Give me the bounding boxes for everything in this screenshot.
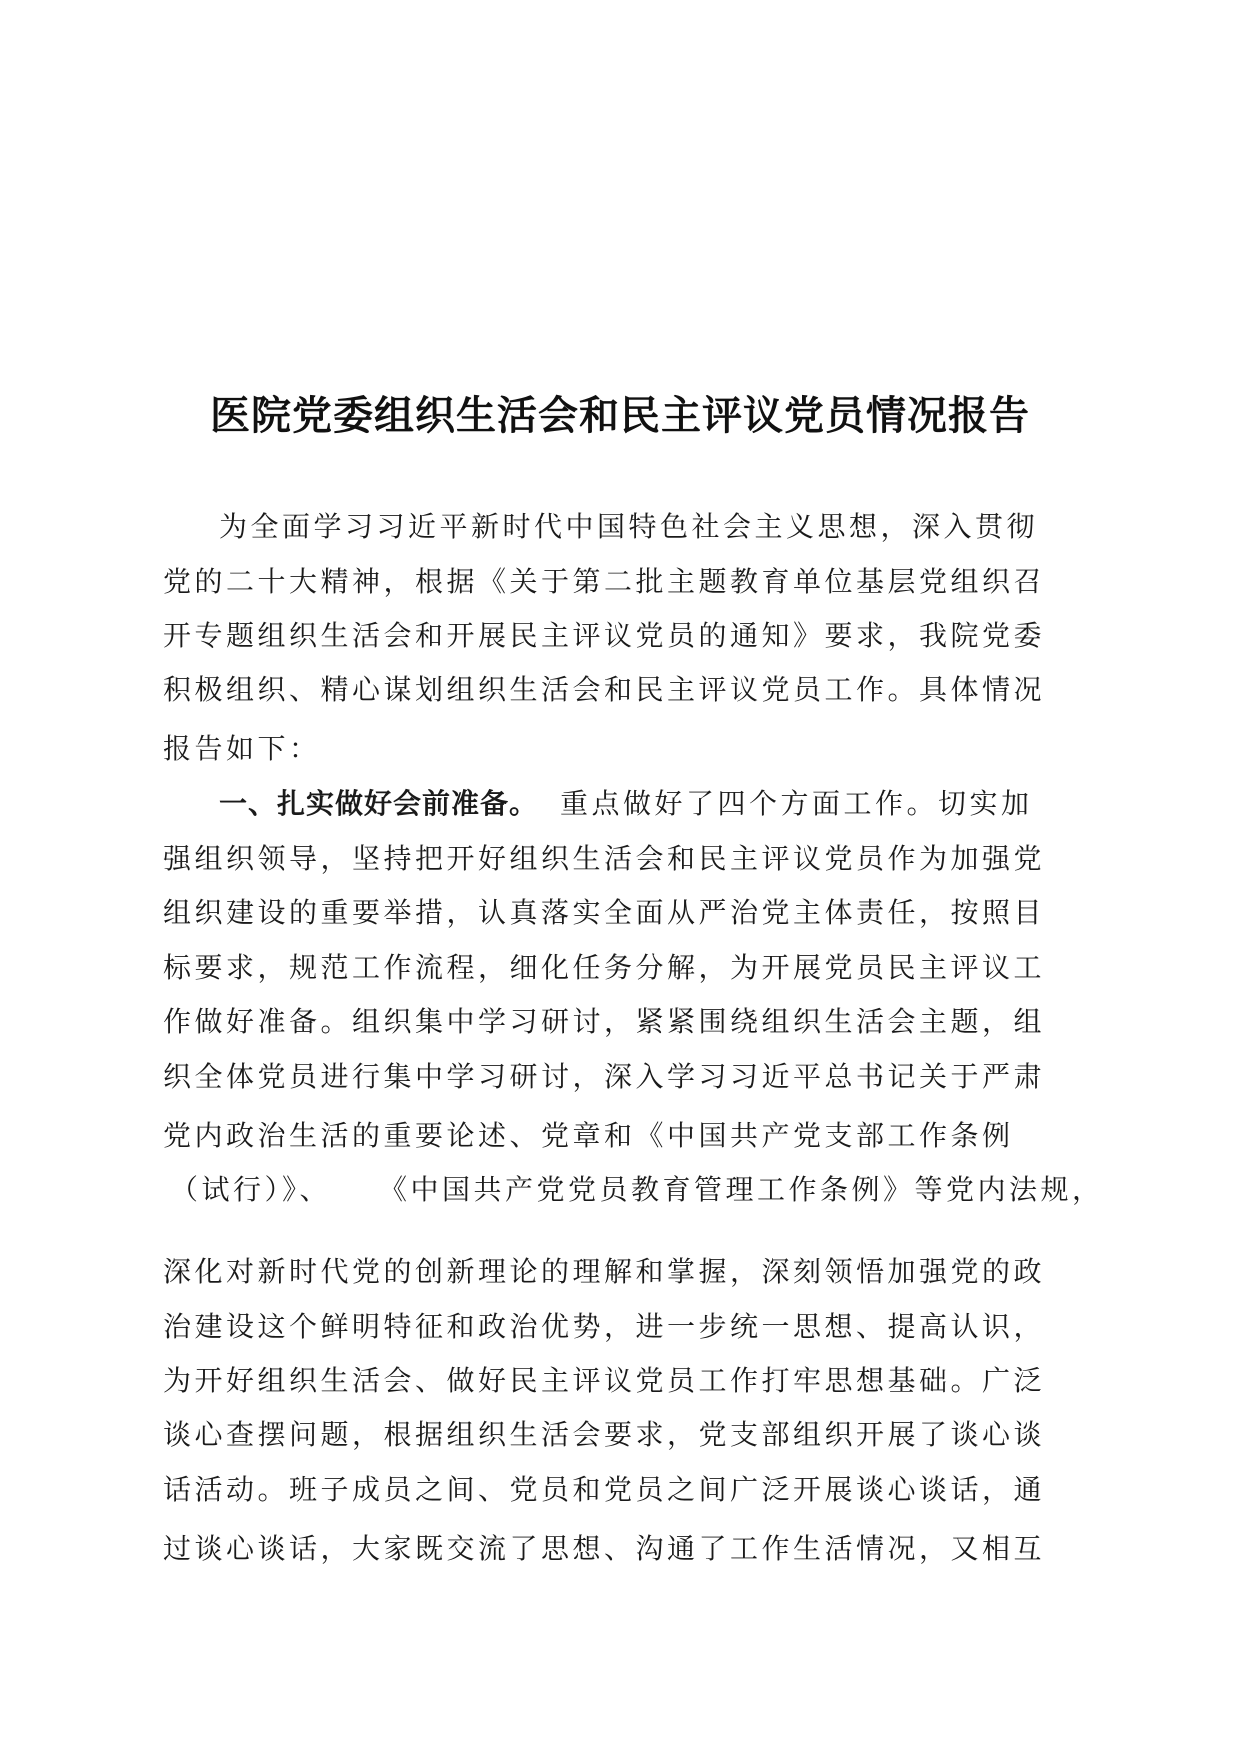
paragraph-line: 党内政治生活的重要论述、党章和《中国共产党支部工作条例 xyxy=(163,1119,1014,1152)
paragraph-line: 过谈心谈话，大家既交流了思想、沟通了工作生活情况，又相互 xyxy=(163,1532,1046,1565)
paragraph-line: 治建设这个鲜明特征和政治优势，进一步统一思想、提高认识， xyxy=(163,1310,1046,1343)
paragraph-line: 为开好组织生活会、做好民主评议党员工作打牢思想基础。广泛 xyxy=(163,1364,1046,1397)
paragraph-text: （试行）》、 xyxy=(170,1173,332,1206)
paragraph-line: 作做好准备。组织集中学习研讨，紧紧围绕组织生活会主题，组 xyxy=(163,1005,1046,1038)
paragraph-text: 重点做好了四个方面工作。切实加 xyxy=(560,787,1033,820)
paragraph-line xyxy=(170,1168,1104,1208)
paragraph-text: 《中国共产党党员教育管理工作条例》等党内法规， xyxy=(379,1173,1104,1206)
paragraph-line: 报告如下： xyxy=(163,732,321,765)
paragraph-line: 为全面学习习近平新时代中国特色社会主义思想，深入贯彻 xyxy=(219,510,1039,543)
paragraph-line: 织全体党员进行集中学习研讨，深入学习习近平总书记关于严肃 xyxy=(163,1060,1046,1093)
paragraph-line: 开专题组织生活会和开展民主评议党员的通知》要求，我院党委 xyxy=(163,619,1046,652)
paragraph-line: 积极组织、精心谋划组织生活会和民主评议党员工作。具体情况 xyxy=(163,673,1046,706)
paragraph-line: 强组织领导，坚持把开好组织生活会和民主评议党员作为加强党 xyxy=(163,842,1046,875)
paragraph-line: 党的二十大精神，根据《关于第二批主题教育单位基层党组织召 xyxy=(163,565,1046,598)
paragraph-line: 组织建设的重要举措，认真落实全面从严治党主体责任，按照目 xyxy=(163,896,1046,929)
paragraph-line: 话活动。班子成员之间、党员和党员之间广泛开展谈心谈话，通 xyxy=(163,1473,1046,1506)
paragraph-line: 谈心查摆问题，根据组织生活会要求，党支部组织开展了谈心谈 xyxy=(163,1418,1046,1451)
section-heading: 一、扎实做好会前准备。 xyxy=(219,787,539,820)
paragraph-line: 标要求，规范工作流程，细化任务分解，为开展党员民主评议工 xyxy=(163,951,1046,984)
section-heading-line xyxy=(219,782,1033,822)
document-title: 医院党委组织生活会和民主评议党员情况报告 xyxy=(210,393,1030,439)
paragraph-line: 深化对新时代党的创新理论的理解和掌握，深刻领悟加强党的政 xyxy=(163,1255,1046,1288)
